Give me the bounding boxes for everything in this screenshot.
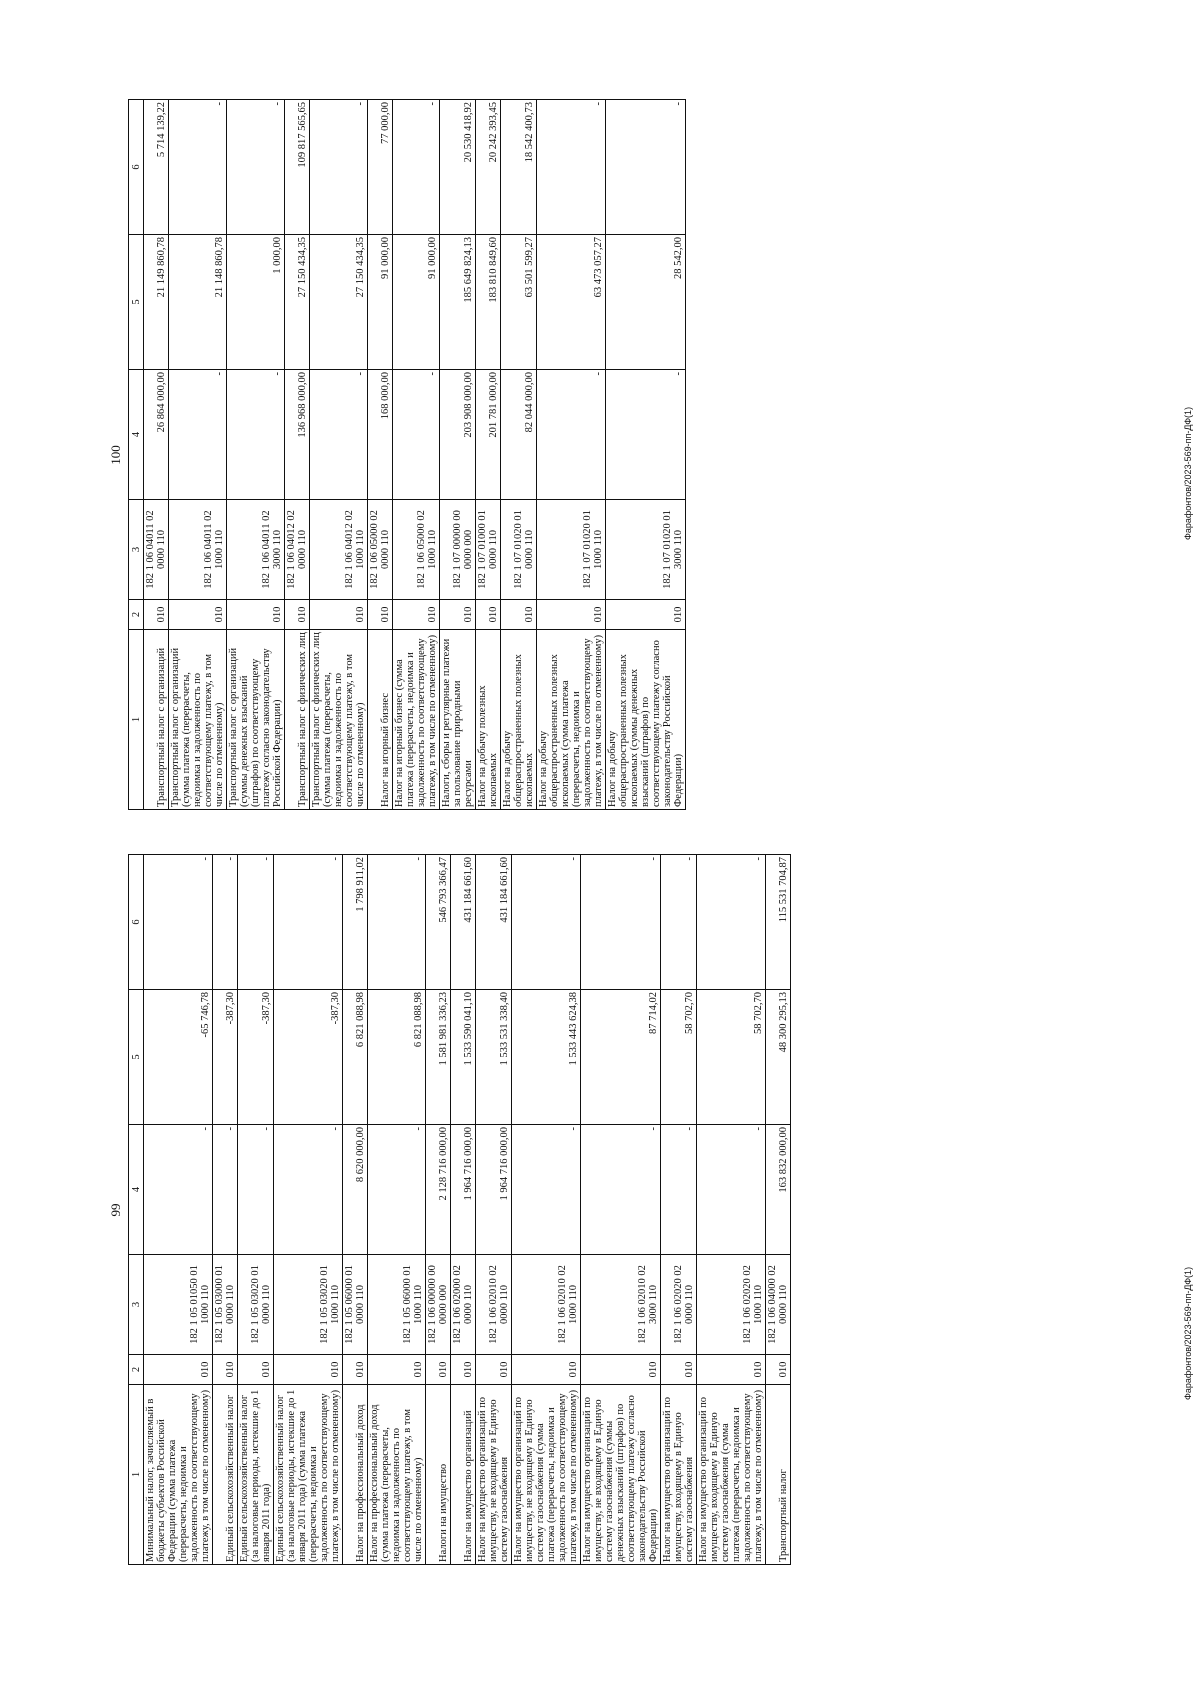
row-name: Налог на добычу общераспространенных полезных ископаемых (сумма платежа (перерасчеты, недоимка и задолженность по соответствующему платежу, в том числе по отмененному) bbox=[537, 630, 606, 810]
row-code: 010 bbox=[426, 1355, 451, 1385]
row-code: 010 bbox=[238, 1355, 274, 1385]
row-unexecuted: - bbox=[238, 855, 274, 990]
row-code: 010 bbox=[661, 1355, 697, 1385]
row-unexecuted: 431 184 661,60 bbox=[476, 855, 512, 990]
row-approved: - bbox=[238, 1125, 274, 1255]
row-unexecuted: 77 000,00 bbox=[368, 100, 393, 235]
row-kbk: 182 1 06 04000 02 0000 110 bbox=[766, 1255, 791, 1355]
col-header: 4 bbox=[129, 1125, 144, 1255]
row-approved: - bbox=[606, 370, 686, 500]
row-approved: 1 964 716 000,00 bbox=[451, 1125, 476, 1255]
row-kbk: 182 1 07 01020 01 0000 110 bbox=[501, 500, 537, 600]
row-unexecuted: - bbox=[661, 855, 697, 990]
row-executed: -387,30 bbox=[238, 990, 274, 1125]
row-unexecuted: 431 184 661,60 bbox=[451, 855, 476, 990]
row-unexecuted: 1 798 911,02 bbox=[343, 855, 368, 990]
row-code: 010 bbox=[476, 1355, 512, 1385]
col-header: 3 bbox=[129, 1255, 144, 1355]
row-kbk: 182 1 07 01020 01 3000 110 bbox=[606, 500, 686, 600]
row-approved: 168 000,00 bbox=[368, 370, 393, 500]
row-unexecuted: - bbox=[274, 855, 343, 990]
row-approved: 2 128 716 000,00 bbox=[426, 1125, 451, 1255]
table-row bbox=[368, 855, 426, 1565]
row-approved: 8 620 000,00 bbox=[343, 1125, 368, 1255]
table-row bbox=[393, 100, 440, 810]
row-kbk: 182 1 07 01020 01 1000 110 bbox=[537, 500, 606, 600]
row-kbk: 182 1 05 06000 01 0000 110 bbox=[343, 1255, 368, 1355]
row-executed: 91 000,00 bbox=[393, 235, 440, 370]
col-header: 2 bbox=[129, 600, 144, 630]
table-row bbox=[501, 100, 537, 810]
row-executed: 1 000,00 bbox=[227, 235, 285, 370]
row-kbk: 182 1 05 03020 01 0000 110 bbox=[238, 1255, 274, 1355]
footer-code: Фарафонтов/2023-569-пп-ДФ(1) bbox=[1183, 1266, 1193, 1400]
row-name: Налог на игорный бизнес bbox=[368, 630, 393, 810]
row-unexecuted: 115 531 704,87 bbox=[766, 855, 791, 990]
header-row bbox=[129, 100, 144, 810]
row-approved: 163 832 000,00 bbox=[766, 1125, 791, 1255]
row-executed: 91 000,00 bbox=[368, 235, 393, 370]
row-unexecuted: - bbox=[169, 100, 227, 235]
row-name: Налог на игорный бизнес (сумма платежа (перерасчеты, недоимка и задолженность по соответствующему платежу, в том числе по отмененному) bbox=[393, 630, 440, 810]
row-unexecuted: - bbox=[512, 855, 581, 990]
row-executed: 28 542,00 bbox=[606, 235, 686, 370]
row-executed: 1 581 981 336,23 bbox=[426, 990, 451, 1125]
row-code: 010 bbox=[213, 1355, 238, 1385]
row-kbk: 182 1 06 00000 00 0000 000 bbox=[426, 1255, 451, 1355]
table-row bbox=[169, 100, 227, 810]
row-unexecuted: 109 817 565,65 bbox=[285, 100, 310, 235]
header-row bbox=[129, 855, 144, 1565]
row-executed: 1 533 590 041,10 bbox=[451, 990, 476, 1125]
row-kbk: 182 1 05 03020 01 1000 110 bbox=[274, 1255, 343, 1355]
col-header: 1 bbox=[129, 1385, 144, 1565]
table-row bbox=[213, 855, 238, 1565]
row-unexecuted: 20 242 393,45 bbox=[476, 100, 501, 235]
row-executed: 48 300 295,13 bbox=[766, 990, 791, 1125]
row-code: 010 bbox=[537, 600, 606, 630]
row-kbk: 182 1 05 06000 01 1000 110 bbox=[368, 1255, 426, 1355]
row-kbk: 182 1 07 00000 00 0000 000 bbox=[440, 500, 476, 600]
row-executed: 185 649 824,13 bbox=[440, 235, 476, 370]
row-code: 010 bbox=[512, 1355, 581, 1385]
revenue-table bbox=[128, 854, 791, 1565]
page-number: 100 bbox=[108, 445, 123, 465]
row-approved: - bbox=[581, 1125, 661, 1255]
table-row bbox=[238, 855, 274, 1565]
row-name: Налоги, сборы и регулярные платежи за пользование природными ресурсами bbox=[440, 630, 476, 810]
row-name: Налоги на имущество bbox=[426, 1385, 451, 1565]
table-row bbox=[368, 100, 393, 810]
col-header: 5 bbox=[129, 235, 144, 370]
row-kbk: 182 1 06 04011 02 0000 110 bbox=[144, 500, 169, 600]
row-name: Транспортный налог с организаций (сумма платежа (перерасчеты, недоимка и задолженность по соответствующему платежу, в том числе по отмененному) bbox=[169, 630, 227, 810]
row-approved: - bbox=[512, 1125, 581, 1255]
row-code: 010 bbox=[310, 600, 368, 630]
table-row bbox=[537, 100, 606, 810]
row-approved: - bbox=[169, 370, 227, 500]
row-approved: - bbox=[393, 370, 440, 500]
row-unexecuted: 18 542 400,73 bbox=[501, 100, 537, 235]
table-row bbox=[476, 100, 501, 810]
row-code: 010 bbox=[606, 600, 686, 630]
row-executed: 63 473 057,27 bbox=[537, 235, 606, 370]
row-executed: -387,30 bbox=[274, 990, 343, 1125]
row-approved: - bbox=[144, 1125, 213, 1255]
row-unexecuted: 20 530 418,92 bbox=[440, 100, 476, 235]
row-kbk: 182 1 06 05000 02 0000 110 bbox=[368, 500, 393, 600]
row-kbk: 182 1 06 04012 02 0000 110 bbox=[285, 500, 310, 600]
row-name: Единый сельскохозяйственный налог bbox=[213, 1385, 238, 1565]
row-name: Единый сельскохозяйственный налог (за налоговые периоды, истекшие до 1 января 2011 года) (сумма платежа (перерасчеты, недоимка и задолженность по соответствующему платежу, в том числе по отмененному) bbox=[274, 1385, 343, 1565]
row-approved: - bbox=[274, 1125, 343, 1255]
row-executed: 6 821 088,98 bbox=[368, 990, 426, 1125]
row-name: Транспортный налог bbox=[766, 1385, 791, 1565]
row-unexecuted: - bbox=[227, 100, 285, 235]
table-row bbox=[512, 855, 581, 1565]
row-executed: -387,30 bbox=[213, 990, 238, 1125]
row-code: 010 bbox=[343, 1355, 368, 1385]
row-unexecuted: - bbox=[581, 855, 661, 990]
row-unexecuted: - bbox=[537, 100, 606, 235]
row-approved: - bbox=[537, 370, 606, 500]
col-header: 6 bbox=[129, 100, 144, 235]
row-name: Налог на профессиональный доход bbox=[343, 1385, 368, 1565]
row-approved: 136 968 000,00 bbox=[285, 370, 310, 500]
table-row bbox=[227, 100, 285, 810]
row-unexecuted: - bbox=[368, 855, 426, 990]
row-approved: 203 908 000,00 bbox=[440, 370, 476, 500]
row-approved: - bbox=[368, 1125, 426, 1255]
row-name: Налог на добычу общераспространенных полезных ископаемых (суммы денежных взысканий (штрафов) по соответствующему платежу согласно законодательству Российской Федерации) bbox=[606, 630, 686, 810]
row-code: 010 bbox=[144, 600, 169, 630]
row-kbk: 182 1 06 04011 02 3000 110 bbox=[227, 500, 285, 600]
row-approved: 82 044 000,00 bbox=[501, 370, 537, 500]
col-header: 1 bbox=[129, 630, 144, 810]
row-approved: - bbox=[227, 370, 285, 500]
row-unexecuted: - bbox=[213, 855, 238, 990]
row-kbk: 182 1 06 02020 02 0000 110 bbox=[661, 1255, 697, 1355]
table-row bbox=[476, 855, 512, 1565]
row-executed: 63 501 599,27 bbox=[501, 235, 537, 370]
page-99 bbox=[108, 855, 791, 1565]
row-executed: 21 148 860,78 bbox=[169, 235, 227, 370]
row-kbk: 182 1 07 01000 01 0000 110 bbox=[476, 500, 501, 600]
row-name: Налог на имущество организаций по имуществу, входящему в Единую систему газоснабжения bbox=[661, 1385, 697, 1565]
revenue-table bbox=[128, 99, 686, 810]
row-approved: - bbox=[697, 1125, 766, 1255]
row-kbk: 182 1 06 02010 02 0000 110 bbox=[476, 1255, 512, 1355]
row-unexecuted: 546 793 366,47 bbox=[426, 855, 451, 990]
table-row bbox=[581, 855, 661, 1565]
row-approved: - bbox=[310, 370, 368, 500]
row-name: Транспортный налог с физических лиц (сумма платежа (перерасчеты, недоимка и задолженность по соответствующему платежу, в том числе по отмененному) bbox=[310, 630, 368, 810]
row-kbk: 182 1 06 02020 02 1000 110 bbox=[697, 1255, 766, 1355]
row-approved: 201 781 000,00 bbox=[476, 370, 501, 500]
row-executed: -65 746,78 bbox=[144, 990, 213, 1125]
row-unexecuted: - bbox=[310, 100, 368, 235]
row-name: Минимальный налог, зачисляемый в бюджеты субъектов Российской Федерации (сумма платежа (перерасчеты, недоимка и задолженность по соответствующему платежу, в том числе по отмененному) bbox=[144, 1385, 213, 1565]
row-approved: - bbox=[661, 1125, 697, 1255]
row-approved: - bbox=[213, 1125, 238, 1255]
row-name: Налог на имущество организаций по имуществу, не входящему в Единую систему газоснабжения (суммы денежных взысканий (штрафов) по соответствующему платежу согласно законодательству Российской Федерации) bbox=[581, 1385, 661, 1565]
row-code: 010 bbox=[501, 600, 537, 630]
table-row bbox=[144, 100, 169, 810]
row-unexecuted: - bbox=[393, 100, 440, 235]
page-number: 99 bbox=[108, 1203, 123, 1217]
row-code: 010 bbox=[169, 600, 227, 630]
row-code: 010 bbox=[393, 600, 440, 630]
row-unexecuted: - bbox=[697, 855, 766, 990]
row-kbk: 182 1 06 04011 02 1000 110 bbox=[169, 500, 227, 600]
col-header: 6 bbox=[129, 855, 144, 990]
col-header: 5 bbox=[129, 990, 144, 1125]
row-approved: 1 964 716 000,00 bbox=[476, 1125, 512, 1255]
row-executed: 183 810 849,60 bbox=[476, 235, 501, 370]
table-row bbox=[144, 855, 213, 1565]
row-unexecuted: - bbox=[144, 855, 213, 990]
row-name: Налог на добычу полезных ископаемых bbox=[476, 630, 501, 810]
table-row bbox=[426, 855, 451, 1565]
table-row bbox=[343, 855, 368, 1565]
row-code: 010 bbox=[476, 600, 501, 630]
row-name: Налог на имущество организаций по имуществу, входящему в Единую систему газоснабжения (сумма платежа (перерасчеты, недоимка и задолженность по соответствующему платежу, в том числе по отмененному) bbox=[697, 1385, 766, 1565]
row-name: Транспортный налог с организаций bbox=[144, 630, 169, 810]
row-kbk: 182 1 06 02000 02 0000 110 bbox=[451, 1255, 476, 1355]
table-row bbox=[766, 855, 791, 1565]
row-executed: 58 702,70 bbox=[661, 990, 697, 1125]
row-kbk: 182 1 05 03000 01 0000 110 bbox=[213, 1255, 238, 1355]
row-code: 010 bbox=[144, 1355, 213, 1385]
row-executed: 21 149 860,78 bbox=[144, 235, 169, 370]
col-header: 3 bbox=[129, 500, 144, 600]
table-row bbox=[285, 100, 310, 810]
table-row bbox=[310, 100, 368, 810]
row-name: Транспортный налог с организаций (суммы денежных взысканий (штрафов) по соответствующему платежу согласно законодательству Российской Федерации) bbox=[227, 630, 285, 810]
row-unexecuted: 5 714 139,22 bbox=[144, 100, 169, 235]
table-row bbox=[606, 100, 686, 810]
row-code: 010 bbox=[697, 1355, 766, 1385]
row-executed: 6 821 088,98 bbox=[343, 990, 368, 1125]
row-kbk: 182 1 06 04012 02 1000 110 bbox=[310, 500, 368, 600]
row-name: Транспортный налог с физических лиц bbox=[285, 630, 310, 810]
row-name: Налог на имущество организаций bbox=[451, 1385, 476, 1565]
page-100 bbox=[108, 100, 686, 810]
row-name: Единый сельскохозяйственный налог (за налоговые периоды, истекшие до 1 января 2011 года) bbox=[238, 1385, 274, 1565]
row-approved: 26 864 000,00 bbox=[144, 370, 169, 500]
col-header: 2 bbox=[129, 1355, 144, 1385]
table-row bbox=[661, 855, 697, 1565]
row-code: 010 bbox=[766, 1355, 791, 1385]
row-executed: 87 714,02 bbox=[581, 990, 661, 1125]
row-executed: 58 702,70 bbox=[697, 990, 766, 1125]
row-executed: 27 150 434,35 bbox=[310, 235, 368, 370]
row-kbk: 182 1 06 02010 02 1000 110 bbox=[512, 1255, 581, 1355]
row-unexecuted: - bbox=[606, 100, 686, 235]
row-code: 010 bbox=[285, 600, 310, 630]
table-row bbox=[440, 100, 476, 810]
row-code: 010 bbox=[227, 600, 285, 630]
row-executed: 1 533 531 338,40 bbox=[476, 990, 512, 1125]
row-code: 010 bbox=[368, 600, 393, 630]
table-row bbox=[274, 855, 343, 1565]
table-row bbox=[697, 855, 766, 1565]
row-name: Налог на имущество организаций по имуществу, не входящему в Единую систему газоснабжения (сумма платежа (перерасчеты, недоимка и задолженность по соответствующему платежу, в том числе по отмененному) bbox=[512, 1385, 581, 1565]
row-name: Налог на имущество организаций по имуществу, не входящему в Единую систему газоснабжения bbox=[476, 1385, 512, 1565]
footer-code: Фарафонтов/2023-569-пп-ДФ(1) bbox=[1183, 406, 1193, 540]
row-kbk: 182 1 06 05000 02 1000 110 bbox=[393, 500, 440, 600]
row-code: 010 bbox=[451, 1355, 476, 1385]
col-header: 4 bbox=[129, 370, 144, 500]
row-name: Налог на добычу общераспространенных полезных ископаемых bbox=[501, 630, 537, 810]
table-row bbox=[451, 855, 476, 1565]
row-kbk: 182 1 06 02010 02 3000 110 bbox=[581, 1255, 661, 1355]
row-code: 010 bbox=[440, 600, 476, 630]
row-code: 010 bbox=[368, 1355, 426, 1385]
row-executed: 1 533 443 624,38 bbox=[512, 990, 581, 1125]
row-code: 010 bbox=[581, 1355, 661, 1385]
row-kbk: 182 1 05 01050 01 1000 110 bbox=[144, 1255, 213, 1355]
row-name: Налог на профессиональный доход (сумма платежа (перерасчеты, недоимка и задолженность по соответствующему платежу, в том числе по отмененному) bbox=[368, 1385, 426, 1565]
row-code: 010 bbox=[274, 1355, 343, 1385]
row-executed: 27 150 434,35 bbox=[285, 235, 310, 370]
